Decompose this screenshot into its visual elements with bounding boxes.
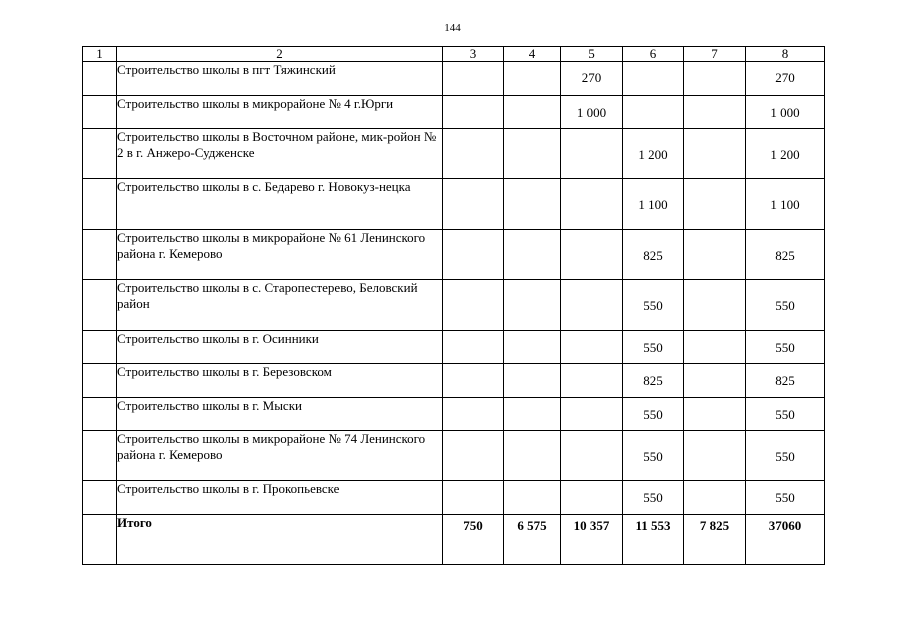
value-cell-c4 [504, 481, 561, 515]
row-number-cell [83, 515, 117, 565]
value-cell-c6 [623, 230, 684, 280]
value-cell-c8 [746, 179, 825, 230]
value-cell-c4 [504, 398, 561, 431]
value-cell-c8 [746, 96, 825, 129]
page-number: 144 [444, 22, 461, 34]
table-row [83, 230, 825, 280]
value-text-c8: 825 [775, 373, 795, 388]
value-cell-c6 [623, 179, 684, 230]
value-text-c7 [684, 280, 745, 298]
object-name-cell: Строительство школы в г. Мыски [117, 398, 443, 431]
value-cell-c3 [443, 398, 504, 431]
value-cell-c3 [443, 331, 504, 364]
value-cell-c7 [684, 179, 746, 230]
value-text-c4 [504, 431, 560, 449]
value-text-c4: 6 575 [517, 518, 547, 533]
value-text-c6: 550 [643, 340, 663, 355]
value-cell-c4 [504, 96, 561, 129]
object-name-cell: Строительство школы в с. Старопестерево, Беловский район [117, 280, 443, 331]
value-cell-c3 [443, 129, 504, 179]
value-text-c3 [443, 179, 503, 197]
value-cell-c3 [443, 179, 504, 230]
value-cell-c5 [561, 481, 623, 515]
value-text-c3 [443, 481, 503, 490]
value-cell-c8 [746, 331, 825, 364]
value-text-c5 [561, 364, 622, 373]
value-cell-c7 [684, 515, 746, 565]
table-row [83, 331, 825, 364]
value-text-c8: 550 [775, 298, 795, 313]
total-label: Итого [117, 515, 443, 565]
row-number-cell [83, 129, 117, 179]
value-text-c3 [443, 230, 503, 248]
value-text-c7 [684, 96, 745, 105]
header-row [83, 47, 825, 62]
object-name-cell: Строительство школы в Восточном районе, мик-ройон № 2 в г. Анжеро-Судженске [117, 129, 443, 179]
value-cell-c5 [561, 331, 623, 364]
value-text-c3 [443, 364, 503, 373]
value-text-c7 [684, 331, 745, 340]
value-text-c8: 550 [775, 340, 795, 355]
value-cell-c5 [561, 129, 623, 179]
value-cell-c3 [443, 515, 504, 565]
value-text-c7 [684, 481, 745, 490]
value-text-c3: 750 [463, 518, 483, 533]
value-cell-c4 [504, 364, 561, 398]
value-text-c4 [504, 230, 560, 248]
col-header-7: 7 [684, 47, 746, 62]
value-cell-c5 [561, 515, 623, 565]
value-cell-c7 [684, 280, 746, 331]
value-text-c3 [443, 280, 503, 298]
value-text-c5 [561, 179, 622, 197]
value-cell-c7 [684, 62, 746, 96]
object-name-cell: Строительство школы в г. Березовском [117, 364, 443, 398]
value-text-c6: 550 [643, 407, 663, 422]
value-cell-c6 [623, 431, 684, 481]
row-number-cell [83, 280, 117, 331]
row-number-cell [83, 179, 117, 230]
table-row [83, 481, 825, 515]
table-row [83, 179, 825, 230]
value-cell-c6 [623, 481, 684, 515]
value-text-c3 [443, 431, 503, 449]
value-text-c3 [443, 398, 503, 407]
value-text-c5 [561, 398, 622, 407]
object-name-cell: Строительство школы в г. Прокопьевске [117, 481, 443, 515]
value-text-c7: 7 825 [699, 518, 730, 533]
value-cell-c5 [561, 96, 623, 129]
value-text-c8: 1 200 [770, 147, 800, 162]
value-text-c6: 825 [643, 248, 663, 263]
value-text-c5 [561, 280, 622, 298]
value-cell-c6 [623, 398, 684, 431]
value-cell-c4 [504, 62, 561, 96]
value-cell-c7 [684, 364, 746, 398]
row-number-cell [83, 230, 117, 280]
value-cell-c3 [443, 280, 504, 331]
value-cell-c5 [561, 62, 623, 96]
value-cell-c8 [746, 481, 825, 515]
row-number-cell [83, 331, 117, 364]
value-cell-c5 [561, 230, 623, 280]
row-number-cell [83, 431, 117, 481]
value-cell-c4 [504, 331, 561, 364]
value-text-c6 [623, 96, 683, 105]
value-cell-c6 [623, 62, 684, 96]
value-cell-c6 [623, 515, 684, 565]
value-text-c8: 550 [775, 490, 795, 505]
table-body [83, 62, 825, 565]
value-cell-c3 [443, 230, 504, 280]
value-cell-c5 [561, 431, 623, 481]
value-text-c4 [504, 179, 560, 197]
table-row [83, 96, 825, 129]
object-name-cell: Строительство школы в г. Осинники [117, 331, 443, 364]
value-text-c5 [561, 230, 622, 248]
value-text-c5 [561, 481, 622, 490]
value-cell-c8 [746, 280, 825, 331]
value-text-c5 [561, 331, 622, 340]
table-row [83, 129, 825, 179]
value-text-c6: 550 [643, 490, 663, 505]
value-cell-c4 [504, 230, 561, 280]
value-text-c5: 1 000 [576, 105, 607, 120]
value-text-c7 [684, 179, 745, 197]
value-cell-c3 [443, 431, 504, 481]
value-text-c6 [623, 62, 683, 70]
value-text-c8: 270 [775, 70, 795, 85]
value-text-c4 [504, 331, 560, 340]
value-text-c8: 1 000 [770, 105, 800, 120]
value-cell-c4 [504, 129, 561, 179]
table-row [83, 431, 825, 481]
value-text-c4 [504, 129, 560, 147]
object-name-cell: Строительство школы в микрорайоне № 74 Ленинского района г. Кемерово [117, 431, 443, 481]
row-number-cell [83, 481, 117, 515]
value-cell-c7 [684, 431, 746, 481]
value-cell-c5 [561, 398, 623, 431]
budget-table [82, 46, 825, 565]
value-cell-c7 [684, 129, 746, 179]
value-text-c6: 11 553 [635, 518, 671, 533]
value-cell-c4 [504, 179, 561, 230]
value-text-c8: 550 [775, 449, 795, 464]
value-cell-c8 [746, 129, 825, 179]
value-cell-c6 [623, 364, 684, 398]
value-cell-c7 [684, 331, 746, 364]
value-cell-c7 [684, 398, 746, 431]
total-row [83, 515, 825, 565]
value-cell-c7 [684, 481, 746, 515]
value-cell-c3 [443, 96, 504, 129]
value-text-c4 [504, 398, 560, 407]
col-header-6: 6 [623, 47, 684, 62]
value-text-c8: 37060 [768, 518, 802, 533]
value-text-c6: 550 [643, 298, 663, 313]
value-text-c8: 1 100 [770, 197, 800, 212]
value-text-c3 [443, 62, 503, 70]
value-cell-c5 [561, 364, 623, 398]
value-text-c4 [504, 96, 560, 105]
value-text-c6: 550 [643, 449, 663, 464]
value-text-c4 [504, 62, 560, 70]
value-cell-c8 [746, 431, 825, 481]
value-cell-c6 [623, 96, 684, 129]
col-header-2: 2 [117, 47, 443, 62]
col-header-4: 4 [504, 47, 561, 62]
value-text-c4 [504, 364, 560, 373]
value-cell-c5 [561, 179, 623, 230]
value-text-c7 [684, 364, 745, 373]
value-text-c3 [443, 96, 503, 105]
value-text-c5: 270 [581, 70, 602, 85]
value-text-c3 [443, 331, 503, 340]
value-text-c7 [684, 62, 745, 70]
row-number-cell [83, 62, 117, 96]
row-number-cell [83, 364, 117, 398]
value-cell-c7 [684, 96, 746, 129]
value-text-c8: 550 [775, 407, 795, 422]
value-cell-c3 [443, 364, 504, 398]
value-cell-c8 [746, 398, 825, 431]
value-text-c6: 1 100 [638, 197, 668, 212]
table-row [83, 364, 825, 398]
object-name-cell: Строительство школы в с. Бедарево г. Новокуз-нецка [117, 179, 443, 230]
value-text-c4 [504, 481, 560, 490]
table-row [83, 62, 825, 96]
object-name-cell: Строительство школы в микрорайоне № 61 Ленинского района г. Кемерово [117, 230, 443, 280]
value-text-c6: 825 [643, 373, 663, 388]
value-cell-c6 [623, 280, 684, 331]
object-name-cell: Строительство школы в микрорайоне № 4 г.Юрги [117, 96, 443, 129]
table-row [83, 280, 825, 331]
value-text-c7 [684, 129, 745, 147]
value-text-c7 [684, 431, 745, 449]
value-text-c8: 825 [775, 248, 795, 263]
value-cell-c8 [746, 62, 825, 96]
value-cell-c4 [504, 280, 561, 331]
row-number-cell [83, 398, 117, 431]
col-header-3: 3 [443, 47, 504, 62]
value-cell-c4 [504, 431, 561, 481]
value-text-c5 [561, 129, 622, 147]
value-cell-c8 [746, 230, 825, 280]
value-cell-c8 [746, 515, 825, 565]
value-cell-c8 [746, 364, 825, 398]
table-row [83, 398, 825, 431]
value-cell-c3 [443, 62, 504, 96]
col-header-8: 8 [746, 47, 825, 62]
row-number-cell [83, 96, 117, 129]
value-text-c5 [561, 431, 622, 449]
value-cell-c6 [623, 331, 684, 364]
value-cell-c5 [561, 280, 623, 331]
value-text-c5: 10 357 [573, 518, 610, 533]
value-cell-c6 [623, 129, 684, 179]
value-cell-c3 [443, 481, 504, 515]
col-header-1: 1 [83, 47, 117, 62]
object-name-cell: Строительство школы в пгт Тяжинский [117, 62, 443, 96]
value-text-c7 [684, 398, 745, 407]
value-text-c4 [504, 280, 560, 298]
value-cell-c4 [504, 515, 561, 565]
col-header-5: 5 [561, 47, 623, 62]
value-cell-c7 [684, 230, 746, 280]
value-text-c7 [684, 230, 745, 248]
value-text-c6: 1 200 [638, 147, 668, 162]
value-text-c3 [443, 129, 503, 147]
